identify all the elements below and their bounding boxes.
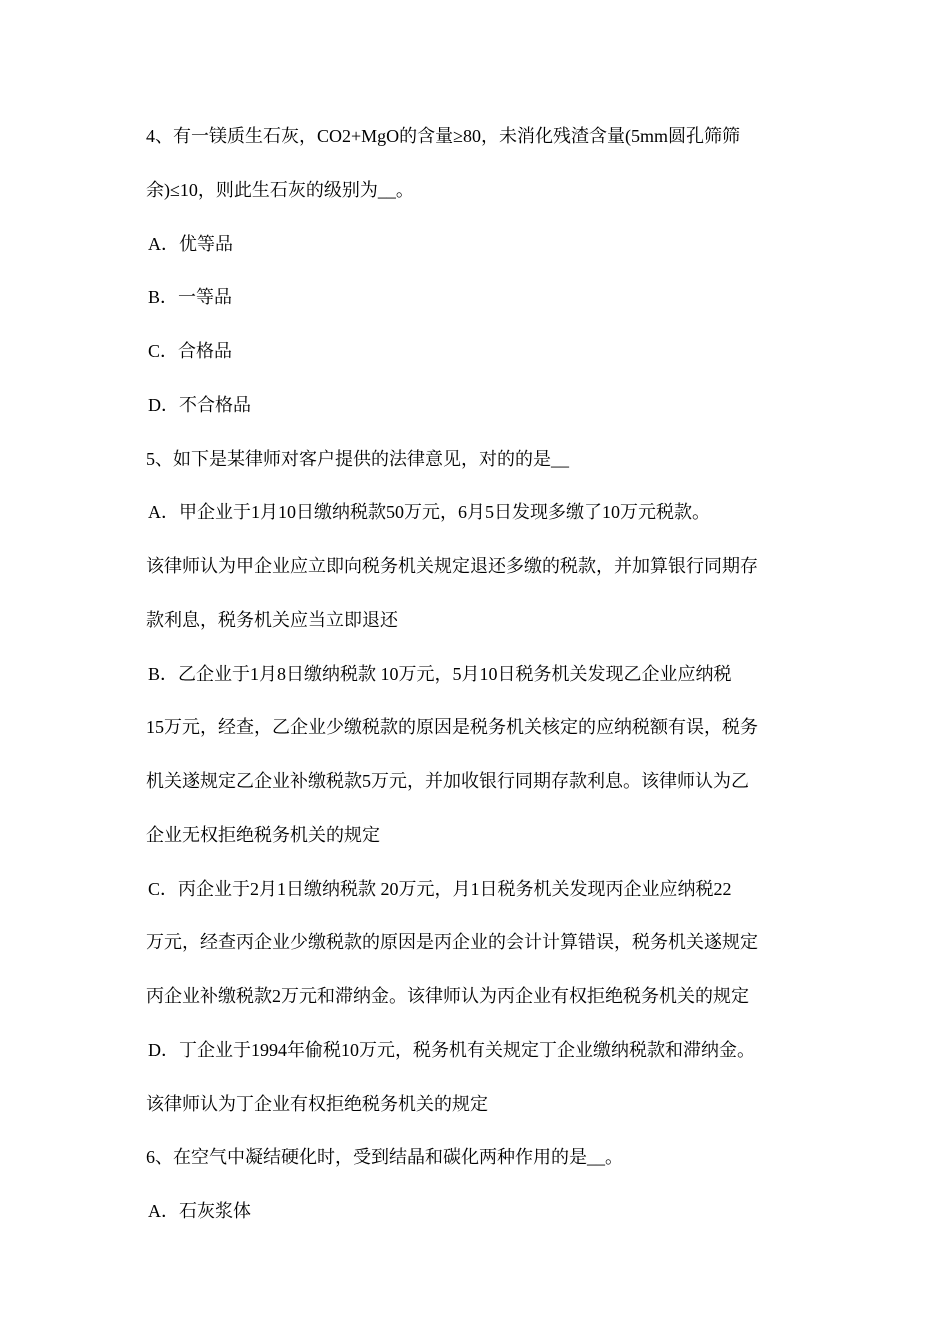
question-5-option-b-line-1: B．乙企业于1月8日缴纳税款 10万元，5月10日税务机关发现乙企业应纳税	[148, 664, 732, 684]
question-4-line-1: 4、有一镁质生石灰，CO2+MgO的含量≥80，未消化残渣含量(5mm圆孔筛筛	[146, 126, 741, 146]
question-5-option-b-line-4: 企业无权拒绝税务机关的规定	[146, 825, 380, 845]
question-5-option-a-line-3: 款利息，税务机关应当立即退还	[146, 610, 398, 630]
question-5-option-d-line-1: D．丁企业于1994年偷税10万元，税务机有关规定丁企业缴纳税款和滞纳金。	[148, 1040, 755, 1060]
question-5-line-1: 5、如下是某律师对客户提供的法律意见，对的的是__	[146, 449, 569, 469]
question-4-option-b: B．一等品	[148, 287, 233, 307]
question-6-line-1: 6、在空气中凝结硬化时，受到结晶和碳化两种作用的是__。	[146, 1147, 623, 1167]
question-4-option-a: A．优等品	[148, 234, 233, 254]
question-4-line-2: 余)≤10，则此生石灰的级别为__。	[146, 180, 414, 200]
question-4-option-d: D．不合格品	[148, 395, 251, 415]
question-6-option-a: A．石灰浆体	[148, 1201, 251, 1221]
question-5-option-c-line-3: 丙企业补缴税款2万元和滞纳金。该律师认为丙企业有权拒绝税务机关的规定	[146, 986, 749, 1006]
question-5-option-b-line-3: 机关遂规定乙企业补缴税款5万元，并加收银行同期存款利息。该律师认为乙	[146, 771, 749, 791]
question-5-option-c-line-2: 万元，经查丙企业少缴税款的原因是丙企业的会计计算错误，税务机关遂规定	[146, 932, 758, 952]
question-4-option-c: C．合格品	[148, 341, 233, 361]
question-5-option-d-line-2: 该律师认为丁企业有权拒绝税务机关的规定	[146, 1094, 488, 1114]
question-5-option-a-line-1: A．甲企业于1月10日缴纳税款50万元，6月5日发现多缴了10万元税款。	[148, 502, 710, 522]
question-5-option-a-line-2: 该律师认为甲企业应立即向税务机关规定退还多缴的税款，并加算银行同期存	[146, 556, 758, 576]
question-5-option-c-line-1: C．丙企业于2月1日缴纳税款 20万元，月1日税务机关发现丙企业应纳税22	[148, 879, 732, 899]
question-5-option-b-line-2: 15万元，经查，乙企业少缴税款的原因是税务机关核定的应纳税额有误，税务	[146, 717, 758, 737]
